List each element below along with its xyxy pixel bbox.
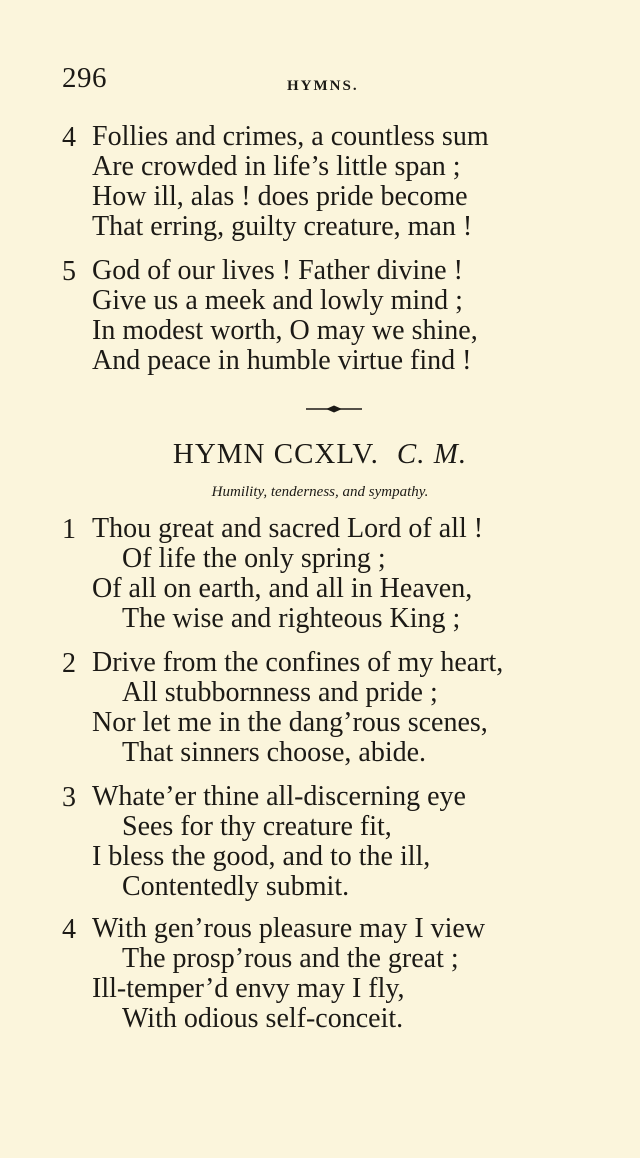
verse-line: Of life the only spring ;: [122, 543, 386, 574]
verse-line: Nor let me in the dang’rous scenes,: [92, 707, 488, 738]
verse-line: In modest worth, O may we shine,: [92, 315, 478, 346]
verse-line: Thou great and sacred Lord of all !: [92, 513, 484, 544]
ornamental-rule: [306, 404, 362, 414]
verse-line: Drive from the confines of my heart,: [92, 647, 504, 678]
hymn-title-line: [0, 438, 640, 471]
verse-line: Are crowded in life’s little span ;: [92, 151, 461, 182]
verse-line: How ill, alas ! does pride become: [92, 181, 468, 212]
page-header: [62, 62, 532, 102]
verse-number: 4: [62, 122, 76, 153]
verse-line: With gen’rous pleasure may I view: [92, 913, 486, 944]
verse-line: Sees for thy creature fit,: [122, 811, 392, 842]
verse-line: Of all on earth, and all in Heaven,: [92, 573, 473, 604]
verse-number: 1: [62, 514, 76, 545]
verse-number: 2: [62, 648, 76, 679]
verse-number: 3: [62, 782, 76, 813]
verse-line: With odious self-conceit.: [122, 1003, 404, 1034]
verse-line: Give us a meek and lowly mind ;: [92, 285, 463, 316]
verse-line: Whate’er thine all-discerning eye: [92, 781, 466, 812]
hymn-subtitle: Humility, tenderness, and sympathy.: [211, 484, 429, 500]
running-head: HYMNS.: [287, 78, 359, 94]
verse-line: Follies and crimes, a countless sum: [92, 121, 489, 152]
verse-line: God of our lives ! Father divine !: [92, 255, 463, 286]
verse-line: All stubbornness and pride ;: [122, 677, 438, 708]
verse-line: Contentedly submit.: [122, 871, 350, 902]
verse-number: 4: [62, 914, 76, 945]
verse-line: Ill-temper’d envy may I fly,: [92, 973, 405, 1004]
hymn-title: HYMN CCXLV.: [172, 438, 379, 470]
verse-line: That sinners choose, abide.: [122, 737, 427, 768]
verse-line: And peace in humble virtue find !: [92, 345, 472, 376]
verse-line: The prosp’rous and the great ;: [122, 943, 459, 974]
verse-line: The wise and righteous King ;: [122, 603, 461, 634]
verse-line: I bless the good, and to the ill,: [92, 841, 431, 872]
verse-line: That erring, guilty creature, man !: [92, 211, 473, 242]
verse-number: 5: [62, 256, 76, 287]
hymn-meter: C. M.: [396, 438, 468, 470]
page-number: 296: [62, 62, 107, 94]
